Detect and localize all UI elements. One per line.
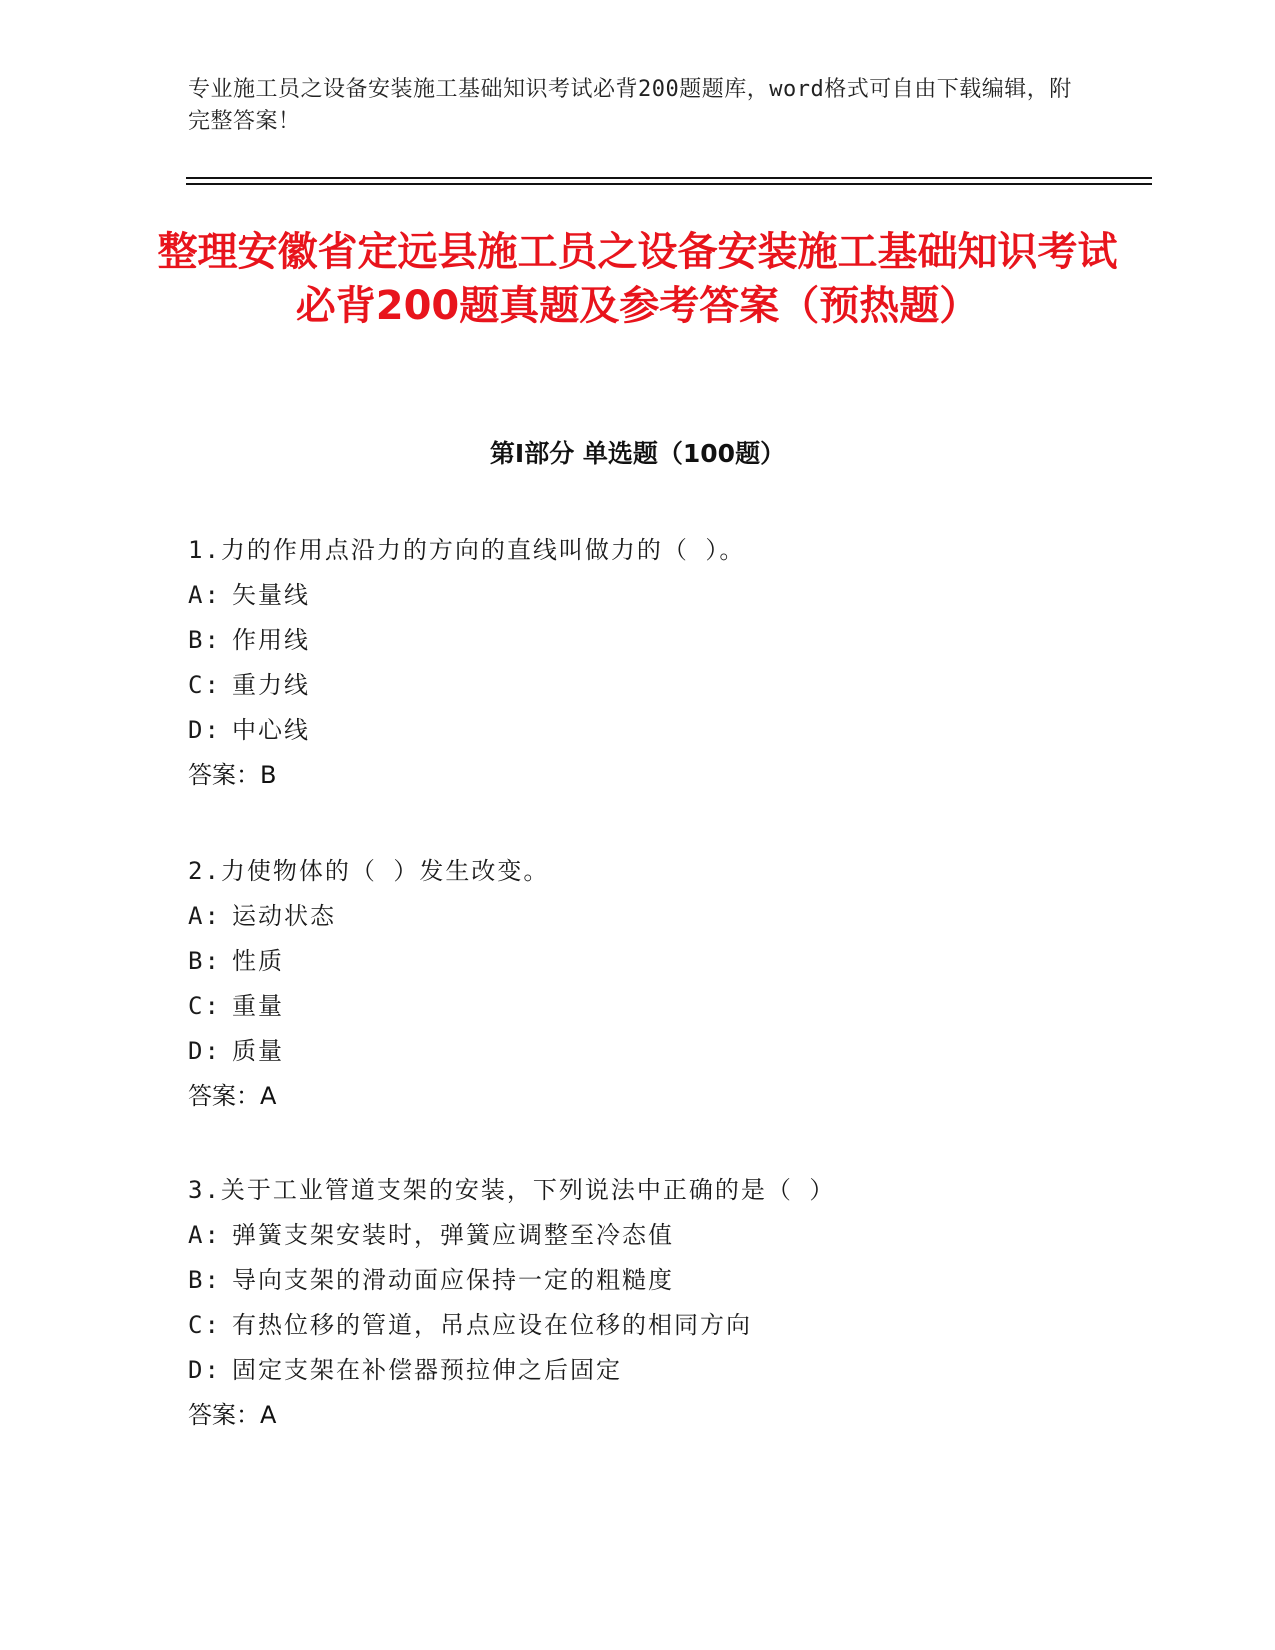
question-stem: 1.力的作用点沿力的方向的直线叫做力的（ ）。 <box>188 536 746 564</box>
header-divider-thin <box>186 183 1152 185</box>
option-text: 弹簧支架安装时，弹簧应调整至冷态值 <box>232 1221 674 1249</box>
section-heading: 第I部分 单选题（100题） <box>489 439 786 468</box>
option-text: 矢量线 <box>232 581 310 609</box>
header-note: 专业施工员之设备安装施工基础知识考试必背200题题库，word格式可自由下载编辑，附完整答案！ <box>188 77 1072 134</box>
option-c <box>188 984 1088 1029</box>
answer-line: 答案：A <box>188 1082 277 1110</box>
option-letter: D: <box>188 716 221 744</box>
question-2 <box>188 849 1088 1119</box>
option-text: 作用线 <box>232 626 310 654</box>
header-divider-thick <box>186 177 1152 179</box>
option-letter: C: <box>188 1311 221 1339</box>
option-letter: B: <box>188 1266 221 1294</box>
answer-line: 答案：A <box>188 1401 277 1429</box>
option-letter: A: <box>188 581 221 609</box>
option-letter: A: <box>188 1221 221 1249</box>
option-b <box>188 1258 1088 1303</box>
option-c <box>188 663 1088 708</box>
option-letter: B: <box>188 626 221 654</box>
option-text: 重量 <box>232 992 284 1020</box>
question-3 <box>188 1168 1088 1438</box>
option-text: 质量 <box>232 1037 284 1065</box>
question-1 <box>188 528 1088 798</box>
option-letter: C: <box>188 992 221 1020</box>
option-c <box>188 1303 1088 1348</box>
option-b <box>188 618 1088 663</box>
document-title: 整理安徽省定远县施工员之设备安装施工基础知识考试必背200题真题及参考答案（预热题） <box>157 229 1118 329</box>
option-letter: D: <box>188 1037 221 1065</box>
option-a <box>188 1213 1088 1258</box>
option-d <box>188 708 1088 753</box>
option-b <box>188 939 1088 984</box>
option-text: 固定支架在补偿器预拉伸之后固定 <box>232 1356 622 1384</box>
option-text: 运动状态 <box>232 902 336 930</box>
option-text: 导向支架的滑动面应保持一定的粗糙度 <box>232 1266 674 1294</box>
question-stem: 3.关于工业管道支架的安装，下列说法中正确的是（ ） <box>188 1176 836 1204</box>
option-a <box>188 573 1088 618</box>
option-letter: B: <box>188 947 221 975</box>
option-text: 性质 <box>232 947 284 975</box>
option-d <box>188 1348 1088 1393</box>
answer-line: 答案：B <box>188 761 277 789</box>
option-letter: C: <box>188 671 221 699</box>
option-text: 有热位移的管道，吊点应设在位移的相同方向 <box>232 1311 752 1339</box>
option-text: 中心线 <box>232 716 310 744</box>
option-text: 重力线 <box>232 671 310 699</box>
option-d <box>188 1029 1088 1074</box>
option-letter: D: <box>188 1356 221 1384</box>
question-stem: 2.力使物体的（ ）发生改变。 <box>188 857 550 885</box>
option-a <box>188 894 1088 939</box>
option-letter: A: <box>188 902 221 930</box>
